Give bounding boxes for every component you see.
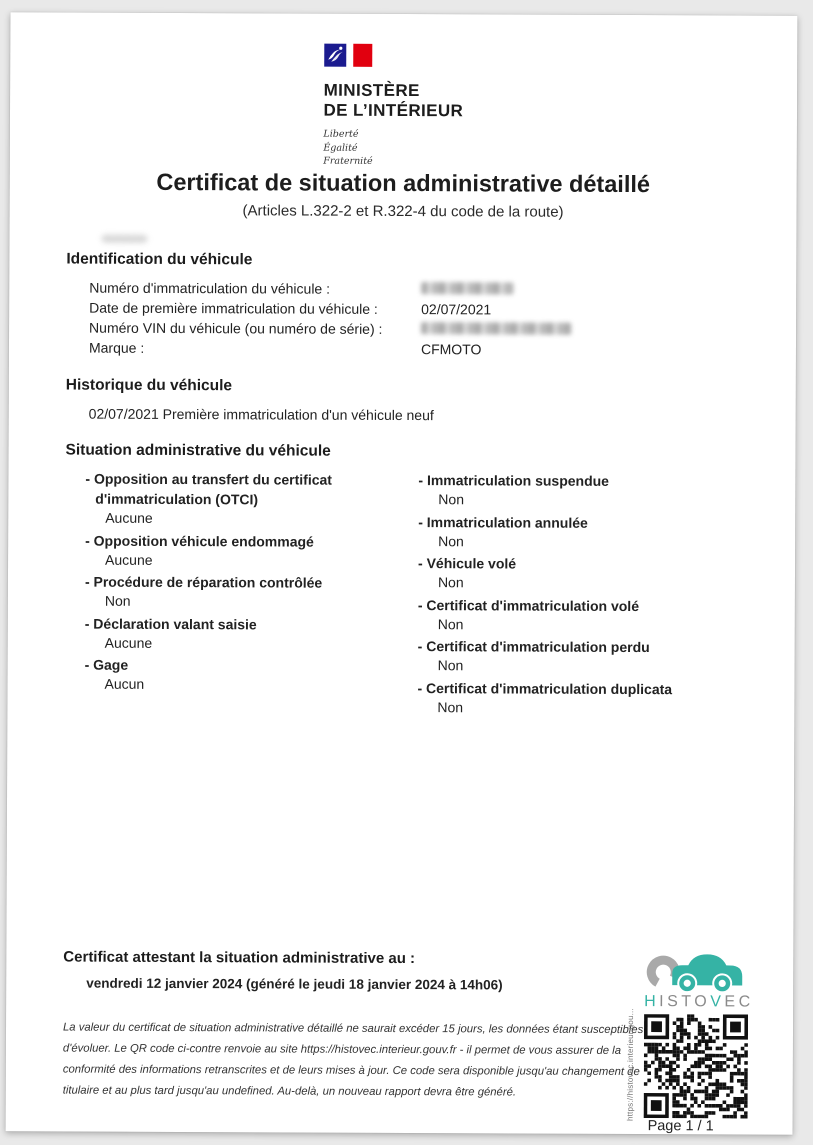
flag-red-block <box>353 44 372 67</box>
histovec-car-icon <box>646 951 746 991</box>
identification-row <box>89 338 756 361</box>
status-item <box>418 470 755 511</box>
field-value: 02/07/2021 <box>421 301 492 318</box>
status-label: - Opposition au transfert du certificat d'immatriculation (OTCI) <box>85 470 333 508</box>
status-label: - Certificat d'immatriculation volé <box>417 596 640 614</box>
document-subtitle: (Articles L.322-2 et R.322-4 du code de la route) <box>242 202 564 221</box>
status-item <box>85 530 418 571</box>
ministry-name-line2: DE L’INTÉRIEUR <box>323 100 464 120</box>
status-item <box>85 469 418 530</box>
status-label: - Opposition véhicule endommagé <box>85 532 314 550</box>
field-label: Date de première immatriculation du véhicule : <box>89 299 378 317</box>
scan-smudge <box>101 235 147 243</box>
motto-line: Fraternité <box>323 155 373 167</box>
status-label: - Gage <box>84 656 129 673</box>
french-flag-logo-icon <box>324 44 484 68</box>
redacted-value <box>421 282 513 294</box>
status-right-column <box>417 470 755 720</box>
histovec-letter: S <box>667 993 682 1011</box>
histovec-letter: C <box>738 993 754 1011</box>
status-value: Aucune <box>105 551 153 568</box>
ministry-name-line1: MINISTÈRE <box>323 80 420 101</box>
field-label: Marque : <box>88 339 145 356</box>
histovec-letter: O <box>694 993 711 1011</box>
section-heading: Situation administrative du véhicule <box>65 441 331 460</box>
status-label: - Immatriculation suspendue <box>418 472 610 489</box>
histovec-letter: V <box>710 993 725 1011</box>
status-value: Aucun <box>104 675 145 692</box>
field-label: Numéro VIN du véhicule (ou numéro de série) : <box>89 319 383 337</box>
status-item <box>85 572 418 613</box>
attestation-date: vendredi 12 janvier 2024 (généré le jeudi 18 janvier 2024 à 14h06) <box>86 975 503 993</box>
status-item <box>418 512 755 553</box>
qr-code <box>644 1014 748 1118</box>
status-value: Non <box>437 615 464 632</box>
motto-line: Égalité <box>323 142 358 154</box>
document-page <box>6 12 798 1134</box>
identification-rows <box>89 278 756 361</box>
status-label: - Immatriculation annulée <box>418 513 588 531</box>
flag-blue-block <box>324 44 346 67</box>
status-value: Non <box>437 657 464 674</box>
section-heading: Identification du véhicule <box>66 250 253 269</box>
section-heading: Historique du véhicule <box>65 376 233 395</box>
section-identification <box>66 251 756 361</box>
status-value: Non <box>437 698 464 715</box>
section-status <box>64 442 755 721</box>
motto-line: Liberté <box>323 128 359 140</box>
status-value: Non <box>437 574 464 591</box>
histovec-letter: T <box>681 993 695 1011</box>
page-indicator: Page 1 / 1 <box>647 1118 714 1135</box>
status-value: Non <box>438 532 464 549</box>
status-item <box>418 553 755 594</box>
history-entries <box>66 404 756 427</box>
status-label: - Certificat d'immatriculation duplicata <box>417 679 673 697</box>
legal-notice: La valeur du certificat de situation administrative détaillé ne saurait excéder 15 jours, les données étant susceptibles d'évoluer. Le QR code ci-contre renvoie au site https://histovec.interieur.gouv.fr - il permet de vous assurer de la conformité des informations retranscrites et de leurs mises à jour. Ce code sera disponible jusqu'au changement de titulaire et au plus tard jusqu'au undefined. Au-delà, un nouveau rapport devra être généré. <box>62 1021 644 1099</box>
field-value <box>421 279 756 300</box>
attestation-block <box>63 949 503 993</box>
history-entry: 02/07/2021 Première immatriculation d'un véhicule neuf <box>88 405 434 424</box>
status-label: - Véhicule volé <box>418 555 517 572</box>
document-title: Certificat de situation administrative détaillé <box>156 168 651 198</box>
gov-header <box>323 44 484 169</box>
status-label: - Certificat d'immatriculation perdu <box>417 638 650 656</box>
histovec-letter: E <box>724 993 739 1011</box>
status-item <box>417 678 754 719</box>
redacted-value <box>421 322 571 335</box>
status-value: Aucune <box>105 509 153 526</box>
status-columns <box>84 469 755 721</box>
status-item <box>418 636 755 677</box>
section-history <box>66 377 756 427</box>
status-label: - Procédure de réparation contrôlée <box>84 573 323 591</box>
ministry-name <box>323 81 483 121</box>
marianne-icon <box>324 44 346 67</box>
histovec-letter: I <box>659 993 668 1011</box>
histovec-letter: H <box>644 993 660 1011</box>
status-item <box>418 595 755 636</box>
status-label: - Déclaration valant saisie <box>84 615 257 632</box>
field-value: CFMOTO <box>420 341 482 358</box>
histovec-wordmark <box>644 993 756 1011</box>
field-value <box>421 319 756 340</box>
status-left-column <box>84 469 418 719</box>
attestation-heading: Certificat attestant la situation administrative au : <box>63 948 416 968</box>
histovec-block <box>644 951 757 1118</box>
qr-side-url: https://histovec.interieur.gou... <box>625 1008 636 1122</box>
field-label: Numéro d'immatriculation du véhicule : <box>89 279 331 297</box>
ministry-motto <box>323 128 483 169</box>
status-value: Non <box>438 491 465 508</box>
status-item <box>85 613 418 654</box>
status-item <box>84 655 417 696</box>
status-value: Aucune <box>104 634 153 651</box>
status-value: Non <box>104 592 131 609</box>
